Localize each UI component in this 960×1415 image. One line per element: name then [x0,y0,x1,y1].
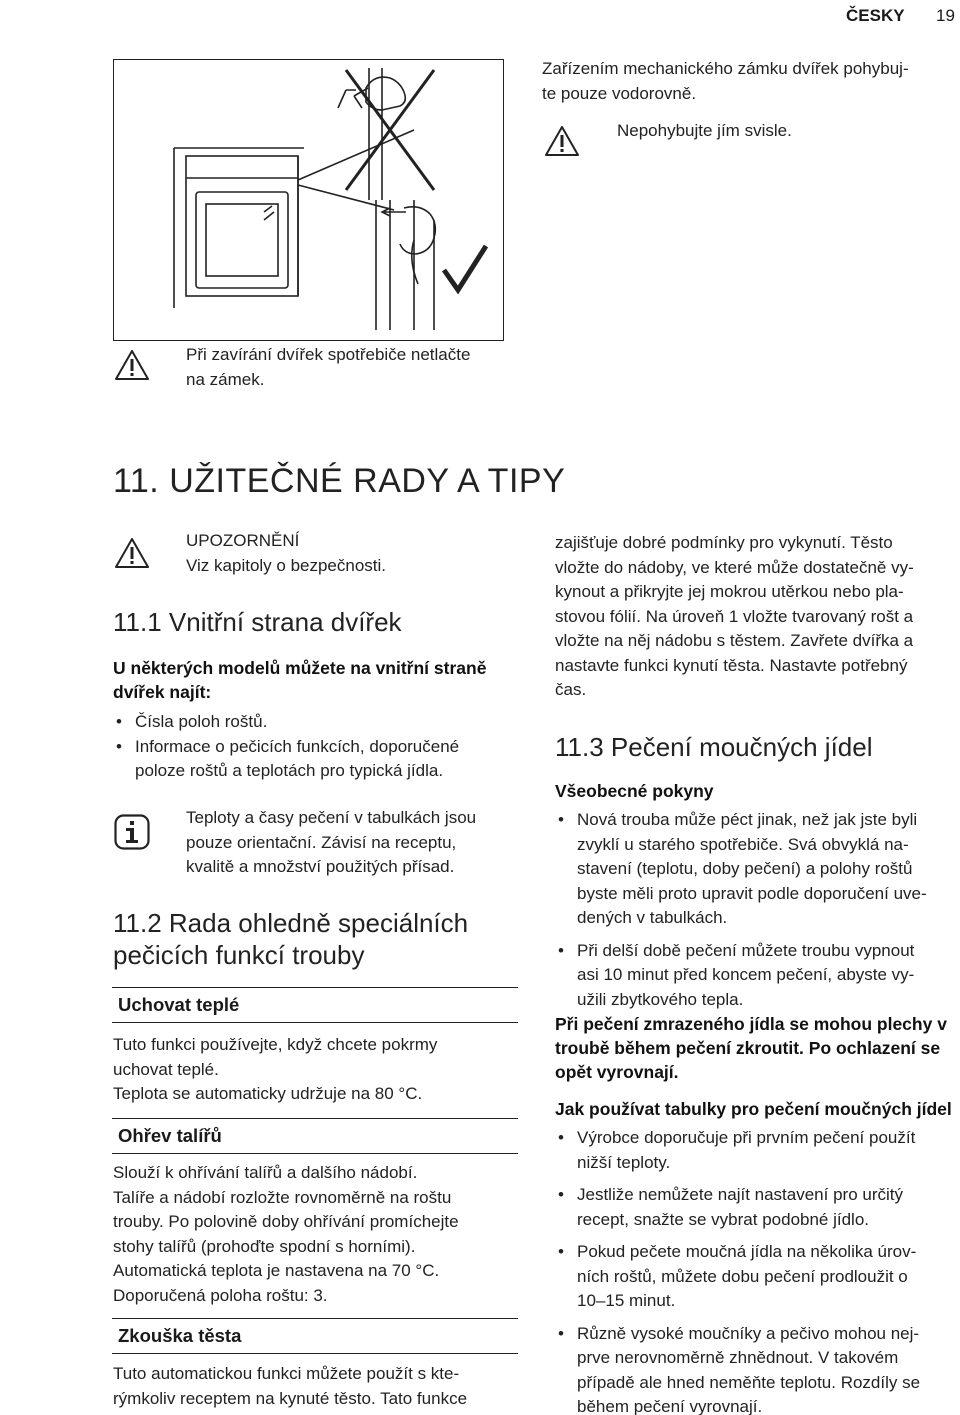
list-item [555,1240,955,1314]
list-item-line: stavení (teplotu, doby pečení) a polohy roštů [577,859,913,878]
text-line: vložte na něj nádobu s těstem. Zavřete dvířka a [555,631,914,650]
general-instructions-heading: Všeobecné pokyny [555,781,714,801]
list-item-line: prve nerovnoměrně zhnědnout. V takovém [577,1348,899,1367]
keep-warm-text [113,1033,437,1107]
subsection-11-1-title: 11.1 Vnitřní strana dvířek [113,607,402,637]
list-item-line: poloze roštů a teplotách pro typická jídla. [135,761,444,780]
info-line: kvalitě a množství použitých přísad. [186,857,455,876]
list-item [555,808,955,931]
list-item [113,710,533,735]
list-item-line: asi 10 minut před koncem pečení, abyste vy- [577,965,915,984]
note-line: opět vyrovnají. [555,1062,679,1082]
list-item-line: během pečení vyrovnají. [577,1397,763,1415]
warning-icon [114,537,150,574]
text-line: stohy talířů (prohoďte spodní s horními). [113,1236,416,1256]
list-item-line: • Jestliže nemůžete najít nastavení pro určitý [577,1185,903,1204]
list-item [555,1126,955,1175]
list-item [113,735,533,784]
text-line: stovou fólií. Na úroveň 1 vložte tvarovaný rošt a [555,606,914,626]
baking-tables-heading: Jak používat tabulky pro pečení moučných jídel [555,1099,952,1119]
intro-line: U některých modelů můžete na vnitřní straně [113,658,487,678]
intro-line: dvířek najít: [113,682,212,702]
text-line: zajišťuje dobré podmínky pro vykynutí. Těsto [555,533,893,552]
door-warning-line: Při zavírání dvířek spotřebiče netlačte [186,345,471,364]
list-item-line: • Výrobce doporučuje při prvním pečení použít [577,1128,916,1147]
list-item-line: • Nová trouba může péct jinak, než jak jste byli [577,810,918,829]
baking-tables-list [555,1126,955,1415]
dough-proving-heading: Zkouška těsta [112,1318,518,1354]
text-line: trouby. Po polovině doby ohřívání promíchejte [113,1212,459,1231]
list-item-line: • Čísla poloh roštů. [135,712,268,731]
lock-instruction [542,57,909,106]
list-item-line: dených v tabulkách. [577,908,728,927]
note-line: troubě během pečení zkroutit. Po ochlazení se [555,1038,941,1058]
text-line: nastavte funkci kynutí těsta. Nastavte potřebný [555,655,908,675]
list-item-line: ních roštů, můžete dobu pečení prodloužit o [577,1266,908,1286]
list-item-line: • Různě vysoké moučníky a pečivo mohou nej- [577,1323,920,1343]
text-line: Talíře a nádobí rozložte rovnoměrně na roštu [113,1187,452,1207]
lock-instruction-line: Zařízením mechanického zámku dvířek pohybuj- [542,59,909,78]
title-line: pečicích funkcí trouby [113,940,365,970]
list-item-line: • Pokud pečete moučná jídla na několika úrov- [577,1242,917,1261]
caution-title: UPOZORNĚNÍ [186,531,300,550]
oven-illustration-icon [114,60,503,340]
caution-block [186,529,386,578]
keep-warm-heading: Uchovat teplé [112,987,518,1023]
list-item-line: nižší teploty. [577,1152,671,1172]
list-item-line: případě ale hned neměňte teplotu. Rozdíly se [577,1372,921,1392]
caution-text: Viz kapitoly o bezpečnosti. [186,555,387,575]
warning-icon [114,349,150,386]
frozen-food-note [555,1012,947,1084]
vertical-move-warning: Nepohybujte jím svisle. [617,121,792,140]
list-item-line: 10–15 minut. [577,1291,676,1310]
list-item [555,939,955,1013]
header-language: ČESKY [846,6,905,25]
section-title: 11. UŽITEČNÉ RADY A TIPY [113,462,566,500]
text-line: Tuto automatickou funkci můžete použít s kte- [113,1364,460,1383]
text-line: Teplota se automaticky udržuje na 80 °C. [113,1084,423,1103]
info-note [186,806,476,880]
dough-proving-continued [555,531,914,703]
door-info-list [113,710,533,784]
subsection-11-2-title [113,907,468,971]
text-line: Automatická teplota je nastavena na 70 °C. [113,1261,440,1280]
text-line: uchovat teplé. [113,1059,219,1079]
page-number: 19 [936,6,955,25]
door-lock-illustration [113,59,504,341]
lock-instruction-line: te pouze vodorovně. [542,83,697,103]
info-icon [114,814,150,855]
plate-warm-text [113,1161,459,1308]
list-item-line: recept, snažte se vybrat podobné jídlo. [577,1209,870,1229]
list-item-line: byste měli proto upravit podle doporučení uve- [577,883,927,903]
text-line: kynout a přikryjte jej mokrou utěrkou nebo pla- [555,582,904,601]
info-line: Teploty a časy pečení v tabulkách jsou [186,808,477,827]
text-line: vložte do nádoby, ve které může dostatečně vy- [555,557,914,577]
door-warning-line: na zámek. [186,369,265,389]
text-line: Slouží k ohřívání talířů a dalšího nádobí. [113,1163,418,1182]
text-line: čas. [555,680,587,699]
info-line: pouze orientační. Závisí na receptu, [186,832,457,852]
general-instructions-list [555,808,955,1012]
subsection-11-1-intro [113,656,486,704]
list-item [555,1183,955,1232]
door-closing-warning [186,343,470,392]
text-line: Doporučená poloha roštu: 3. [113,1285,328,1305]
warning-icon [544,125,580,162]
note-line: Při pečení zmrazeného jídla se mohou plechy v [555,1014,947,1034]
dough-proving-text [113,1362,467,1411]
list-item [555,1322,955,1415]
text-line: Tuto funkci používejte, když chcete pokrmy [113,1035,438,1054]
list-item-line: užili zbytkového tepla. [577,989,744,1009]
plate-warm-heading: Ohřev talířů [112,1118,518,1154]
list-item-line: • Při delší době pečení můžete troubu vypnout [577,940,915,960]
list-item-line: zvyklí u starého spotřebiče. Svá obvyklá na- [577,834,909,854]
subsection-11-3-title: 11.3 Pečení moučných jídel [555,732,873,762]
text-line: rýmkoliv receptem na kynuté těsto. Tato funkce [113,1388,468,1408]
title-line: 11.2 Rada ohledně speciálních [113,908,469,938]
list-item-line: • Informace o pečicích funkcích, doporučené [135,736,460,756]
